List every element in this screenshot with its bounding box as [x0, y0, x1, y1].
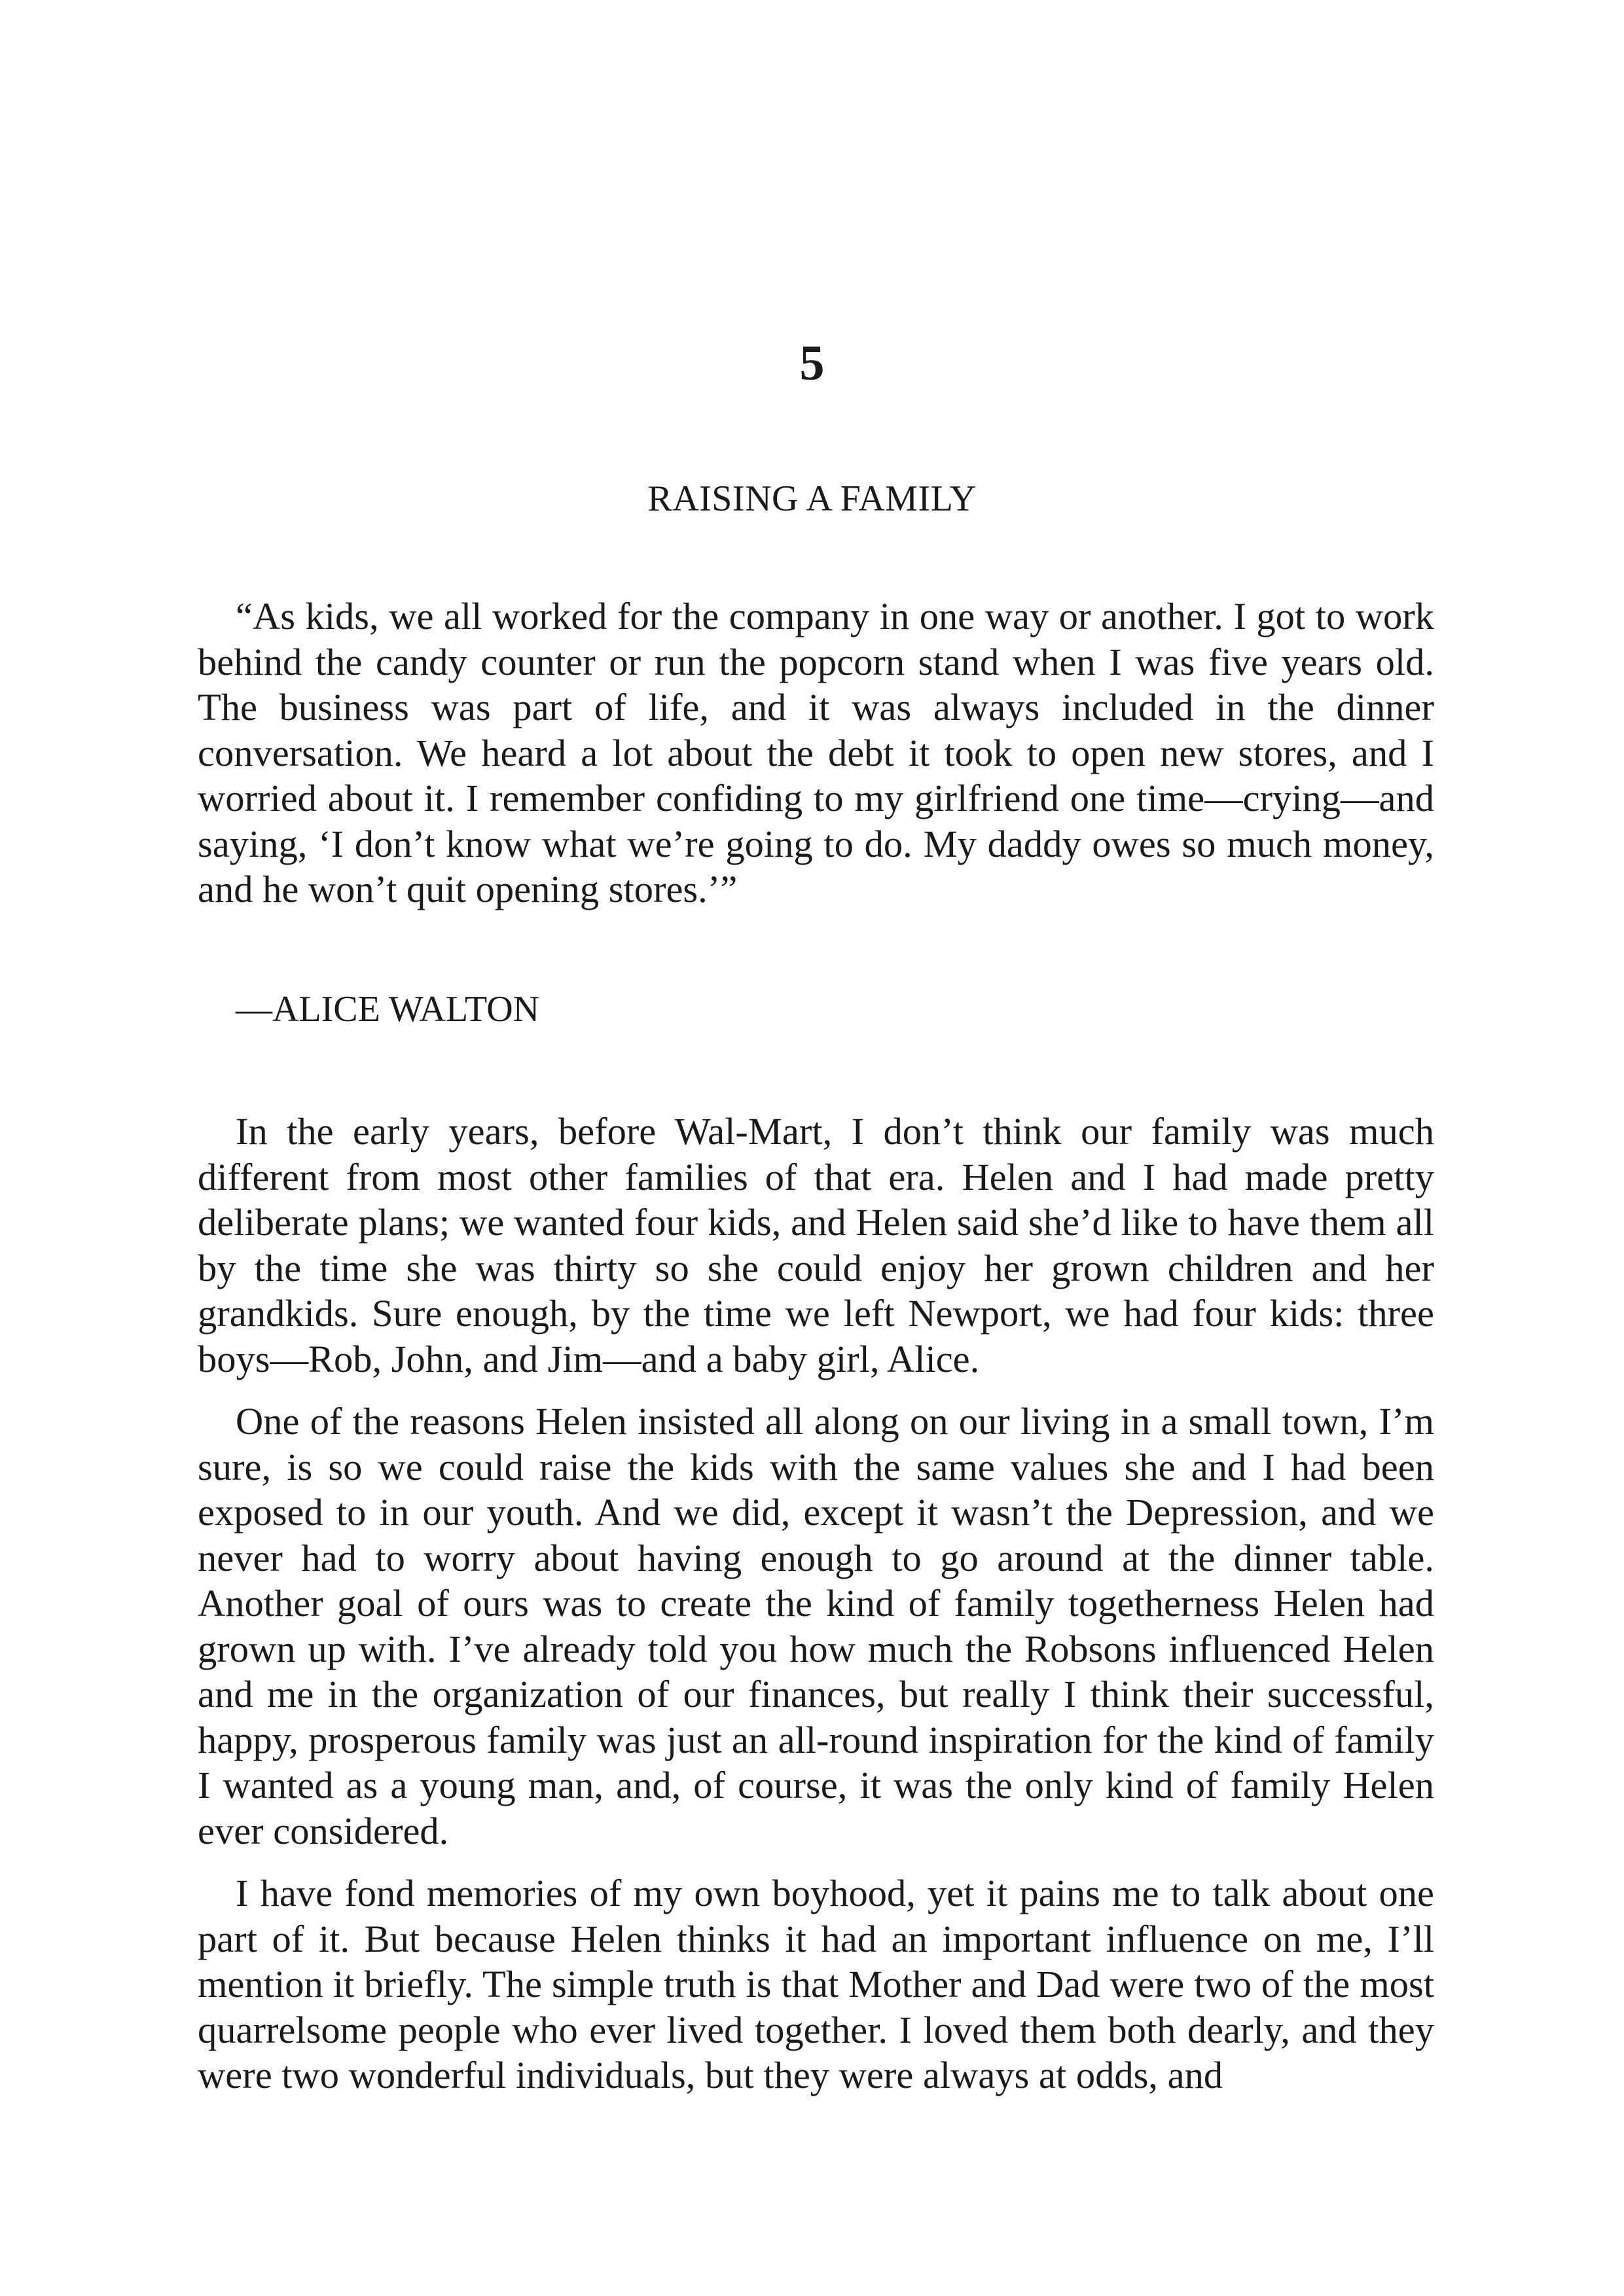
epigraph-attribution: —ALICE WALTON — [236, 989, 540, 1030]
epigraph-quote: “As kids, we all worked for the company in one way or another. I got to work behind the candy counter or run the popcorn stand when I was five years old. The business was part of life, and it was always included in the dinner conversation. We heard a lot about the debt it took to open new stores, and I worried about it. I remember confiding to my girlfriend one time—crying—and saying, ‘I don’t know what we’re going to do. My daddy owes so much money, and he won’t quit opening stores.’” — [198, 595, 1434, 910]
body-paragraph: One of the reasons Helen insisted all along on our living in a small town, I’m sure, is so we could raise the kids with the same values she and I had been exposed to in our youth. And we did, except it wasn’t the Depression, and we never had to worry about having enough to go around at the dinner table. Another goal of ours was to create the kind of family togetherness Helen had grown up with. I’ve already told you how much the Robsons influenced Helen and me in the organization of our finances, but really I think their successful, happy, prosperous family was just an all-round inspiration for the kind of family I wanted as a young man, and, of course, it was the only kind of family Helen ever considered. — [198, 1400, 1434, 1852]
epigraph — [198, 594, 1434, 929]
chapter-number: 5 — [799, 336, 825, 391]
body-paragraph: In the early years, before Wal-Mart, I don’t think our family was much different from most other families of that era. Helen and I had made pretty deliberate plans; we wanted four kids, and Helen said she’d like to have them all by the time she was thirty so she could enjoy her grown children and her grandkids. Sure enough, by the time we left Newport, we had four kids: three boys—Rob, John, and Jim—and a baby girl, Alice. — [198, 1110, 1434, 1380]
body-paragraph: I have fond memories of my own boyhood, yet it pains me to talk about one part of it. But because Helen thinks it had an important influence on me, I’ll mention it briefly. The simple truth is that Mother and Dad were two of the most quarrelsome people who ever lived together. I loved them both dearly, and they were two wonderful individuals, but they were always at odds, and — [198, 1872, 1434, 2096]
chapter-title: RAISING A FAMILY — [647, 478, 977, 519]
body-text — [198, 1109, 1434, 2115]
